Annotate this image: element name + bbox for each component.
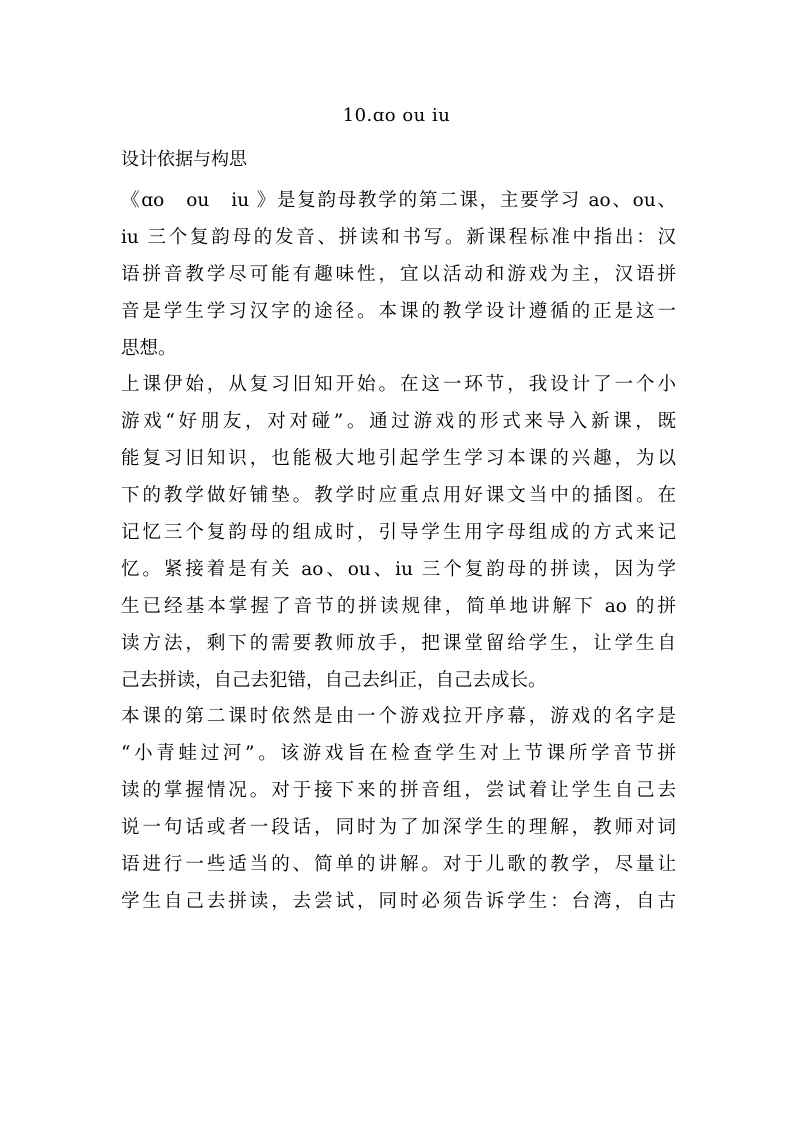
document-title: 10.ɑo ou iu bbox=[342, 105, 451, 126]
body-line: 语拼音教学尽可能有趣味性，宜以活动和游戏为主，汉语拼 bbox=[121, 263, 676, 285]
body-line: 音是学生学习汉字的途径。本课的教学设计遵循的正是这一 bbox=[121, 300, 676, 322]
body-line: 读方法，剩下的需要教师放手，把课堂留给学生，让学生自 bbox=[121, 632, 676, 654]
body-line: 能复习旧知识，也能极大地引起学生学习本课的兴趣，为以 bbox=[121, 448, 676, 470]
body-line: 说一句话或者一段话，同时为了加深学生的理解，教师对词 bbox=[121, 817, 676, 839]
body-line: 读的掌握情况。对于接下来的拼音组，尝试着让学生自己去 bbox=[121, 780, 676, 802]
body-line: 学生自己去拼读，去尝试，同时必须告诉学生：台湾，自古 bbox=[121, 890, 676, 912]
body-line: 语进行一些适当的、简单的讲解。对于儿歌的教学，尽量让 bbox=[121, 854, 676, 876]
body-line: 《ɑo ou iu 》是复韵母教学的第二课，主要学习 ao、ou、 bbox=[121, 190, 676, 211]
document-body bbox=[121, 183, 676, 921]
body-line: 本课的第二课时依然是由一个游戏拉开序幕，游戏的名字是 bbox=[121, 706, 676, 728]
body-line: 上课伊始，从复习旧知开始。在这一环节，我设计了一个小 bbox=[121, 374, 676, 396]
body-line: 记忆三个复韵母的组成时，引导学生用字母组成的方式来记 bbox=[121, 522, 676, 544]
section-heading: 设计依据与构思 bbox=[121, 149, 247, 170]
body-line: 己去拼读，自己去犯错，自己去纠正，自己去成长。 bbox=[121, 669, 547, 691]
body-line: 生已经基本掌握了音节的拼读规律，简单地讲解下 ao 的拼 bbox=[121, 595, 676, 617]
body-line: 下的教学做好铺垫。教学时应重点用好课文当中的插图。在 bbox=[121, 485, 676, 507]
body-line: 思想。 bbox=[121, 337, 177, 359]
body-line: 忆。紧接着是有关 ao、ou、iu 三个复韵母的拼读，因为学 bbox=[121, 558, 676, 580]
body-line: “小青蛙过河”。该游戏旨在检查学生对上节课所学音节拼 bbox=[121, 743, 676, 765]
body-line: iu 三个复韵母的发音、拼读和书写。新课程标准中指出：汉 bbox=[121, 226, 676, 248]
body-line: 游戏“好朋友，对对碰”。通过游戏的形式来导入新课，既 bbox=[121, 411, 676, 433]
